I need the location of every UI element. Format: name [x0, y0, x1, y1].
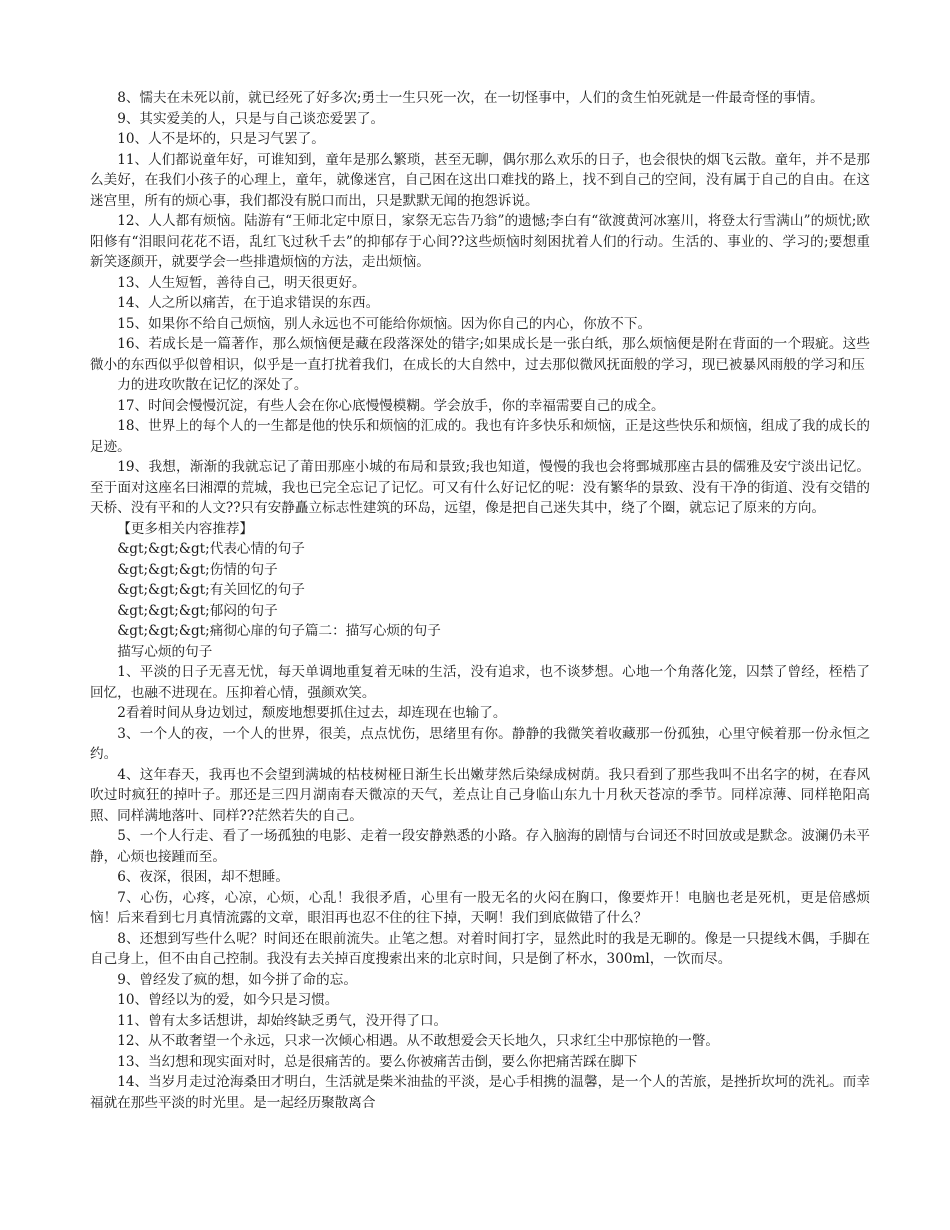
paragraph: &gt;&gt;&gt;痛彻心扉的句子篇二：描写心烦的句子 — [117, 623, 441, 639]
paragraph: 【更多相关内容推荐】 — [117, 520, 254, 537]
paragraph: 12、从不敢奢望一个永远，只求一次倾心相遇。从不敢想爱会天长地久，只求红尘中那惊艳的一瞥。 — [117, 1033, 720, 1049]
paragraph: 8、懦夫在未死以前，就已经死了好多次;勇士一生只死一次，在一切怪事中，人们的贪生怕死就是一件最奇怪的事情。 — [117, 90, 824, 106]
paragraph: 8、还想到写些什么呢？时间还在眼前流失。止笔之想。对着时间打字，显然此时的我是无聊的。像是一只提线木偶，手脚在自己身上，但不由自己控制。我没有去关掉百度搜索出来的北京时间，只是倒了杯水，300ml，一饮而尽。 — [90, 930, 870, 967]
paragraph: 1、平淡的日子无喜无忧，每天单调地重复着无味的生活，没有追求，也不谈梦想。心地一个角落化笼，囚禁了曾经，桎梏了回忆，也融不进现在。压抑着心情，强颜欢笑。 — [90, 664, 870, 701]
paragraph: 13、当幻想和现实面对时，总是很痛苦的。要么你被痛苦击倒，要么你把痛苦踩在脚下 — [117, 1053, 638, 1070]
paragraph: 4、这年春天，我再也不会望到满城的枯枝树桠日渐生长出嫩芽然后染绿成树荫。我只看到了那些我叫不出名字的树，在春风吹过时疯狂的掉叶子。那还是三四月湖南春天微凉的天气，差点让自己身临山东九十月秋天苍凉的季节。同样凉薄、同样艳阳高照、同样满地落叶、同样??茫然若失的自己。 — [90, 766, 870, 824]
paragraph: 描写心烦的句子 — [117, 643, 213, 660]
paragraph: 10、曾经以为的爱，如今只是习惯。 — [117, 992, 339, 1008]
paragraph: 9、曾经发了疯的想，如今拼了命的忘。 — [117, 971, 357, 988]
paragraph: &gt;&gt;&gt;代表心情的句子 — [117, 541, 305, 557]
paragraph: 11、曾有太多话想讲，却始终缺乏勇气，没开得了口。 — [117, 1012, 448, 1029]
paragraph: 12、人人都有烦恼。陆游有“王师北定中原日，家祭无忘告乃翁”的遗憾;李白有“欲渡黄河冰塞川，将登太行雪满山”的烦忧;欧阳修有“泪眼问花花不语，乱红飞过秋千去”的抑郁存于心间??这些烦恼时刻困扰着人们的行动。生活的、事业的、学习的;要想重新笑逐颜开，就要学会一些排遣烦恼的方法，走出烦恼。 — [90, 213, 870, 270]
paragraph: 7、心伤，心疼，心凉，心烦，心乱！我很矛盾，心里有一股无名的火闷在胸口，像要炸开！电脑也老是死机，更是倍感烦恼！后来看到七月真情流露的文章，眼泪再也忍不住的往下掉，天啊！我们到底做错了什么？ — [90, 889, 870, 926]
document-body — [90, 88, 870, 1113]
paragraph: 力的进攻吹散在记忆的深处了。 — [117, 377, 308, 393]
paragraph: 17、时间会慢慢沉淀，有些人会在你心底慢慢模糊。学会放手，你的幸福需要自己的成全。 — [117, 397, 665, 414]
paragraph: 19、我想，渐渐的我就忘记了莆田那座小城的布局和景致;我也知道，慢慢的我也会将鄄城那座古县的儒雅及安宁淡出记忆。至于面对这座名曰湘潭的荒城，我也已完全忘记了记忆。可又有什么好记忆的呢：没有繁华的景致、没有干净的街道、没有交错的天桥、没有平和的人文??只有安静矗立标志性建筑的环岛，远望，像是把自己迷失其中，绕了个圈，就忘记了原来的方向。 — [90, 459, 870, 516]
paragraph: 16、若成长是一篇著作，那么烦恼便是藏在段落深处的错字;如果成长是一张白纸，那么烦恼便是附在背面的一个瑕疵。这些微小的东西似乎似曾相识，似乎是一直打扰着我们，在成长的大自然中，过去那似微风抚面般的学习，现已被暴风雨般的学习和压 — [90, 336, 870, 373]
paragraph: 3、一个人的夜，一个人的世界，很美，点点忧伤，思绪里有你。静静的我微笑着收藏那一份孤独，心里守候着那一份永恒之约。 — [90, 725, 870, 762]
paragraph: 13、人生短暂，善待自己，明天很更好。 — [117, 274, 366, 291]
paragraph: &gt;&gt;&gt;伤情的句子 — [117, 561, 278, 578]
paragraph: 6、夜深，很困，却不想睡。 — [117, 869, 289, 885]
paragraph: 15、如果你不给自己烦恼，别人永远也不可能给你烦恼。因为你自己的内心，你放不下。 — [117, 315, 652, 332]
paragraph: 10、人不是坏的，只是习气罢了。 — [117, 131, 325, 147]
paragraph: 5、一个人行走、看了一场孤独的电影、走着一段安静熟悉的小路。存入脑海的剧情与台词还不时回放或是默念。波澜仍未平静，心烦也接踵而至。 — [90, 828, 870, 865]
paragraph: 11、人们都说童年好，可谁知到，童年是那么繁琐，甚至无聊，偶尔那么欢乐的日子，也会很快的烟飞云散。童年，并不是那么美好，在我们小孩子的心理上，童年，就像迷宫，自己困在这出口难找的路上，找不到自己的空间，没有属于自己的自由。在这迷宫里，所有的烦心事，我们都没有脱口而出，只是默默无闻的抱怨诉说。 — [90, 151, 870, 209]
paragraph: 18、世界上的每个人的一生都是他的快乐和烦恼的汇成的。我也有许多快乐和烦恼，正是这些快乐和烦恼，组成了我的成长的足迹。 — [90, 418, 870, 455]
paragraph: 9、其实爱美的人，只是与自己谈恋爱罢了。 — [117, 110, 385, 127]
paragraph: &gt;&gt;&gt;有关回忆的句子 — [117, 582, 305, 598]
paragraph: &gt;&gt;&gt;郁闷的句子 — [117, 602, 278, 619]
paragraph: 14、当岁月走过沧海桑田才明白，生活就是柴米油盐的平淡，是心手相携的温馨，是一个人的苦旅，是挫折坎坷的洗礼。而幸福就在那些平淡的时光里。是一起经历聚散离合 — [90, 1074, 870, 1111]
paragraph: 14、人之所以痛苦，在于追求错误的东西。 — [117, 295, 380, 311]
paragraph: 2看着时间从身边划过，颓废地想要抓住过去，却连现在也输了。 — [117, 705, 507, 721]
